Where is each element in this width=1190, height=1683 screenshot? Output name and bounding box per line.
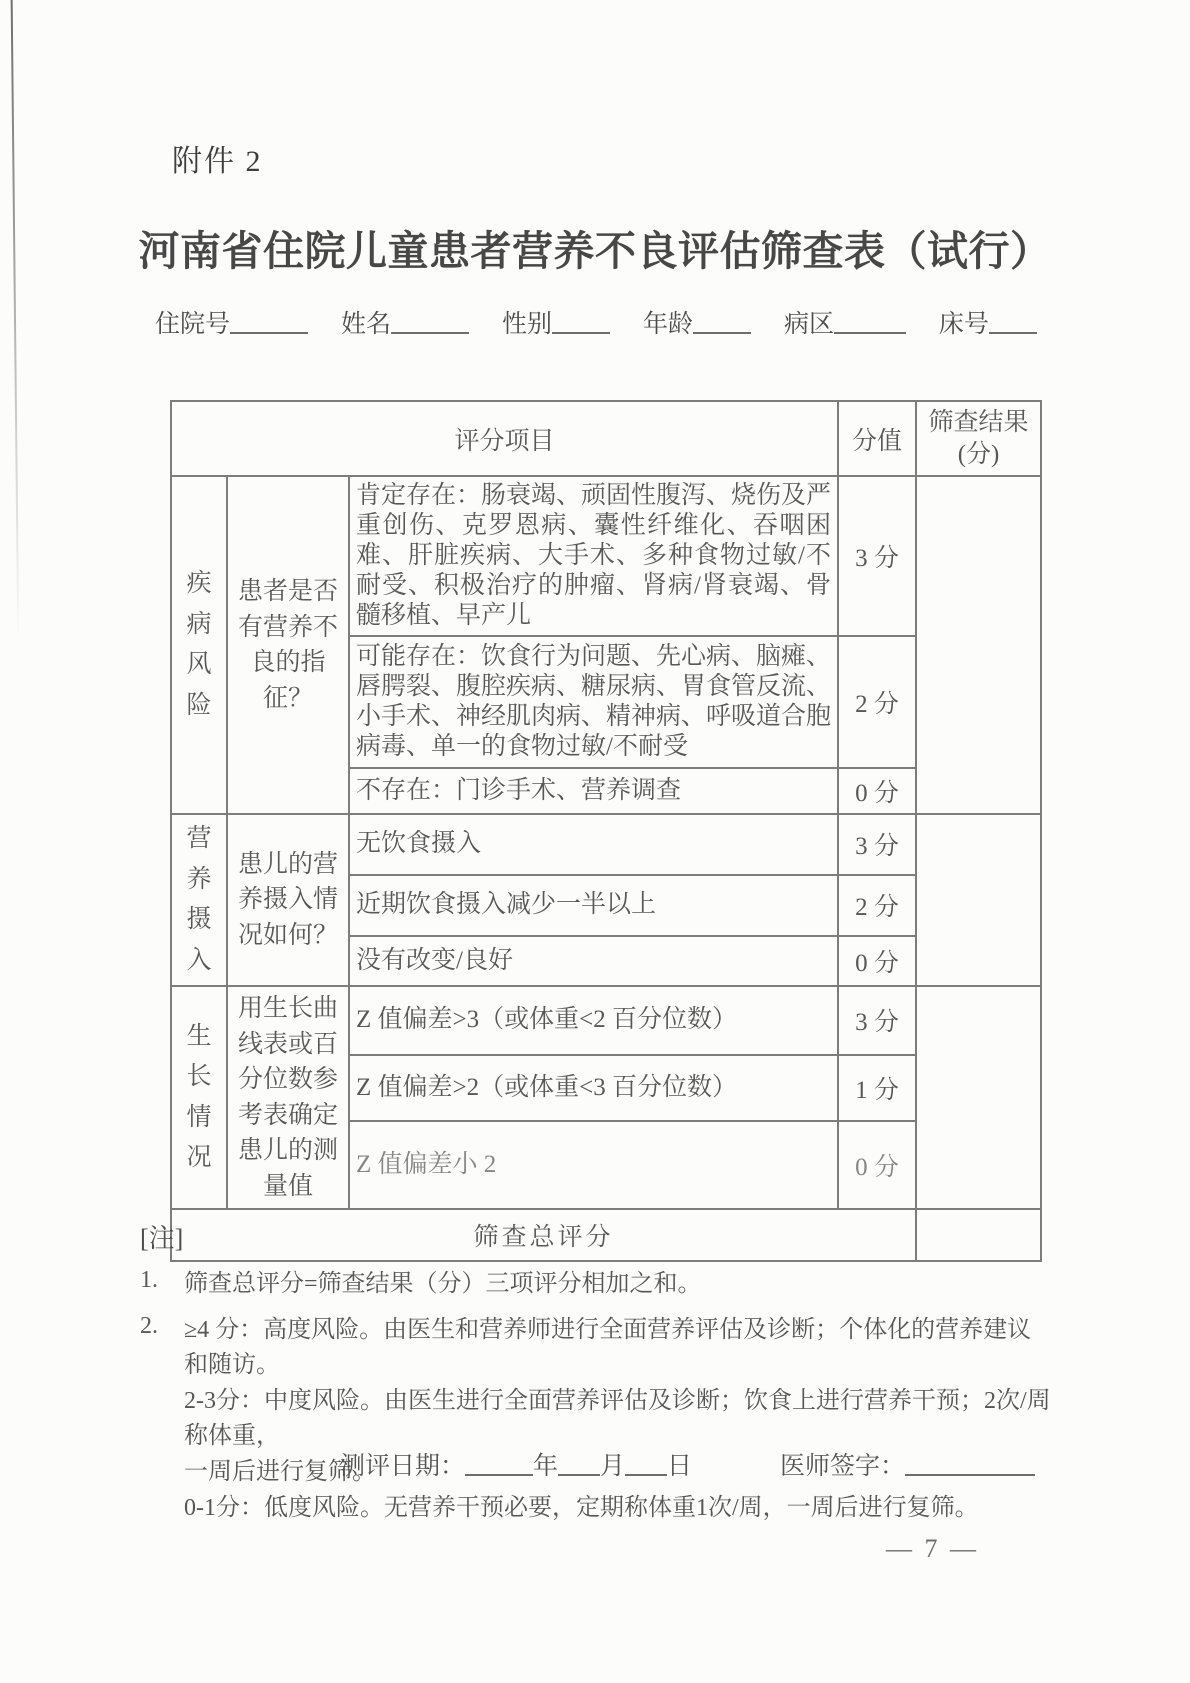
criteria-z-lt2: Z 值偏差小 2 (349, 1121, 838, 1209)
table-row (171, 986, 1041, 1055)
month-suffix: 月 (600, 1453, 626, 1480)
year-suffix: 年 (533, 1453, 559, 1480)
category-nutrition-intake: 营养摄入 (171, 814, 227, 986)
note-line: 筛查总评分=筛查结果（分）三项评分相加之和。 (184, 1271, 702, 1297)
note-item-2 (140, 1313, 1055, 1527)
score-value: 0 分 (838, 936, 916, 986)
fill-blank (834, 328, 906, 334)
criteria-z-gt2: Z 值偏差>2（或体重<3 百分位数） (349, 1055, 838, 1121)
signature-label: 医师签字： (779, 1453, 905, 1480)
score-value: 0 分 (838, 1121, 916, 1209)
date-label: 测评日期： (340, 1453, 466, 1480)
field-label: 年龄 (642, 311, 693, 338)
total-score-label: 筛查总评分 (171, 1209, 916, 1261)
note-number: 1. (140, 1267, 158, 1293)
question-nutrition-intake: 患儿的营养摄入情况如何？ (227, 814, 349, 986)
score-value: 1 分 (838, 1055, 916, 1121)
header-screening-result-line1: 筛查结果 (928, 408, 1029, 436)
patient-info-line (155, 304, 1037, 340)
criteria-no-intake: 无饮食摄入 (349, 814, 838, 875)
note-item-1 (140, 1267, 1055, 1303)
page-number: — 7 — (886, 1534, 979, 1563)
header-screening-result (916, 401, 1041, 476)
note-line: 2-3分：中度风险。由医生进行全面营养评估及诊断；饮食上进行营养干预；2次/周称体重， (184, 1388, 1051, 1449)
score-value: 2 分 (838, 636, 916, 768)
table-row (171, 476, 1041, 636)
header-score-value: 分值 (838, 401, 916, 476)
result-cell-nutrition-intake (916, 814, 1041, 986)
note-line: 0-1分：低度风险。无营养干预必要，定期称体重1次/周，一周后进行复筛。 (184, 1495, 979, 1521)
fill-blank-day (625, 1470, 667, 1476)
scan-edge-artifact (11, 0, 20, 640)
fill-blank (693, 328, 751, 334)
header-screening-result-line2: (分) (957, 440, 1000, 468)
screening-score-table (170, 400, 1042, 1262)
field-sex (502, 304, 610, 340)
fill-blank (230, 328, 308, 334)
field-label: 性别 (501, 311, 552, 338)
score-value: 0 分 (838, 768, 916, 814)
notes-header: [注] (140, 1224, 184, 1253)
attachment-label: 附件 2 (172, 145, 263, 178)
score-value: 3 分 (838, 814, 916, 875)
fill-blank-month (558, 1470, 600, 1476)
field-admission-number (155, 304, 308, 340)
criteria-definitely-present: 肯定存在：肠衰竭、顽固性腹泻、烧伤及严重创伤、克罗恩病、囊性纤维化、吞咽困难、肝脏疾病、大手术、多种食物过敏/不耐受、积极治疗的肿瘤、肾病/肾衰竭、骨髓移植、早产儿 (349, 476, 838, 636)
field-label: 床号 (938, 311, 989, 338)
note-line: 一周后进行复筛。 (184, 1459, 376, 1485)
field-name (341, 304, 469, 340)
field-ward (784, 304, 906, 340)
criteria-no-change: 没有改变/良好 (349, 936, 838, 986)
result-cell-growth-status (916, 986, 1041, 1209)
fill-blank (989, 328, 1037, 334)
field-bed-number (939, 304, 1037, 340)
notes-section (140, 1218, 1055, 1537)
question-disease-risk: 患者是否有营养不良的指征？ (227, 476, 349, 814)
document-title: 河南省住院儿童患者营养不良评估筛查表（试行） (138, 228, 1052, 274)
criteria-not-present: 不存在：门诊手术、营养调查 (349, 768, 838, 814)
fill-blank (391, 328, 469, 334)
field-label: 病区 (783, 311, 834, 338)
field-label: 住院号 (155, 311, 231, 338)
criteria-reduced-intake: 近期饮食摄入减少一半以上 (349, 875, 838, 936)
question-growth-status: 用生长曲线表或百分位数参考表确定患儿的测量值 (227, 986, 349, 1209)
score-value: 3 分 (838, 476, 916, 636)
category-disease-risk: 疾病风险 (171, 476, 227, 814)
note-line: ≥4 分：高度风险。由医生和营养师进行全面营养评估及诊断；个体化的营养建议和随访。 (184, 1317, 1032, 1378)
header-scoring-items: 评分项目 (171, 401, 838, 476)
result-cell-disease-risk (916, 476, 1041, 814)
fill-blank (552, 328, 610, 334)
score-value: 3 分 (838, 986, 916, 1055)
fill-blank-year (465, 1470, 533, 1476)
note-text (184, 1313, 1055, 1527)
criteria-possibly-present: 可能存在：饮食行为问题、先心病、脑瘫、唇腭裂、腹腔疾病、糖尿病、胃食管反流、小手术、神经肌肉病、精神病、呼吸道合胞病毒、单一的食物过敏/不耐受 (349, 636, 838, 768)
footer-signature-line (155, 1446, 1035, 1482)
note-text (184, 1267, 1055, 1303)
score-value: 2 分 (838, 875, 916, 936)
physician-signature-field (780, 1446, 1035, 1482)
assessment-date-field (340, 1446, 692, 1482)
criteria-z-gt3: Z 值偏差>3（或体重<2 百分位数） (349, 986, 838, 1055)
field-label: 姓名 (340, 311, 391, 338)
day-suffix: 日 (667, 1453, 693, 1480)
note-number: 2. (140, 1313, 158, 1339)
fill-blank-signature (905, 1470, 1035, 1476)
category-growth-status: 生长情况 (171, 986, 227, 1209)
field-age (643, 304, 751, 340)
table-row (171, 814, 1041, 875)
table-header-row (171, 401, 1041, 476)
